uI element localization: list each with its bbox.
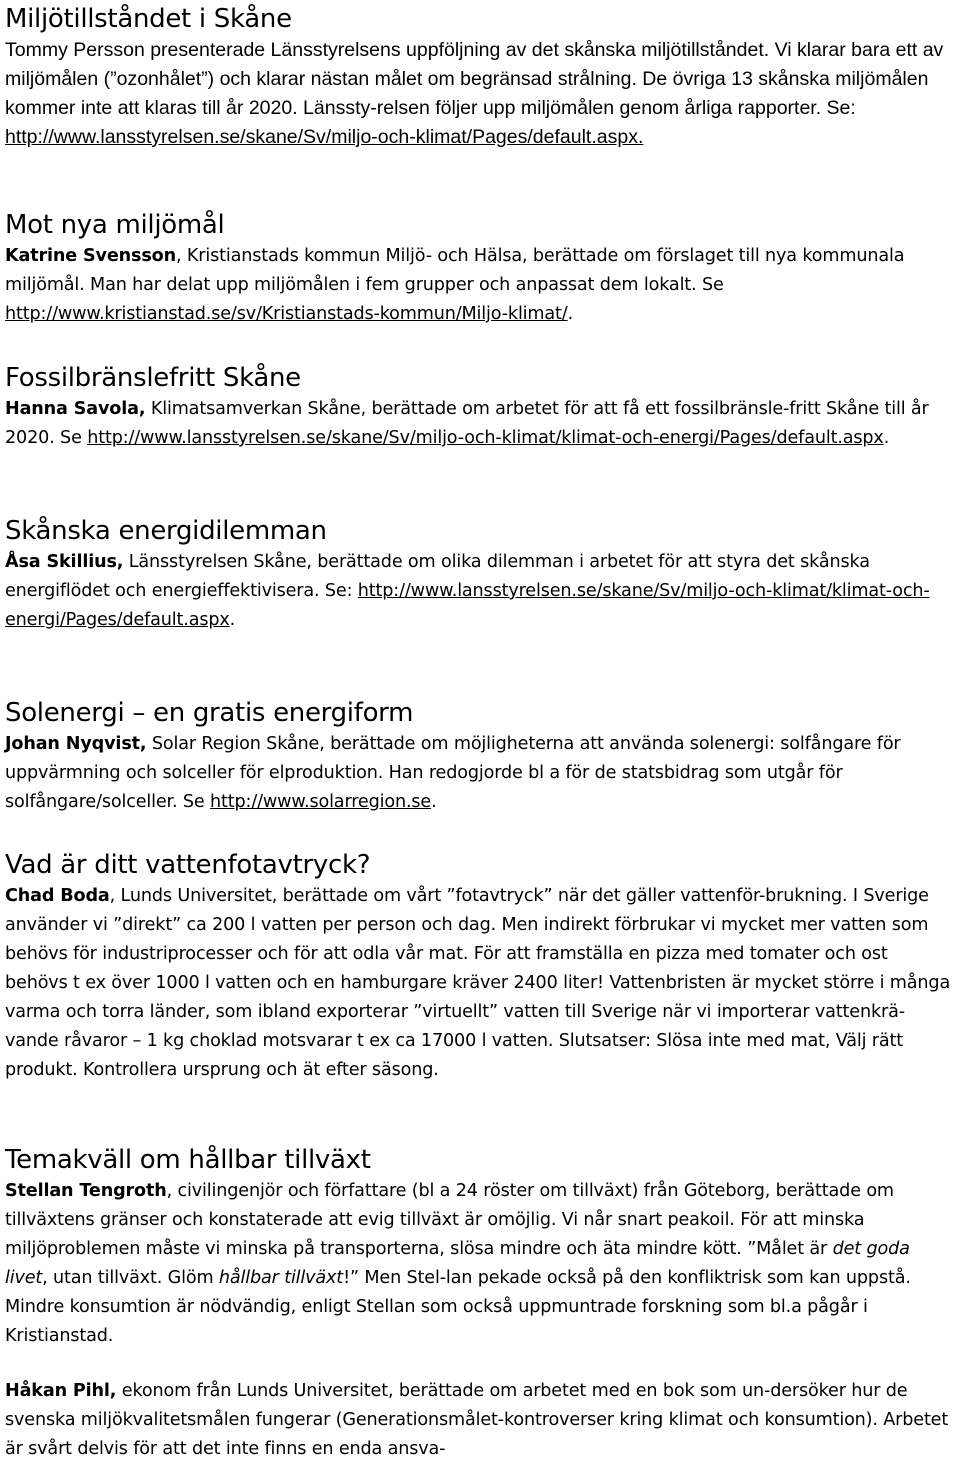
section-body: Johan Nyqvist, Solar Region Skåne, berättade om möjligheterna att använda solenergi: solfångare för uppvärmning och solceller för elproduktion. Han redogjorde bl a för de statsbidrag som utgår för solfångare/solceller. Se http://www.solarregion.se. (5, 734, 901, 812)
section-body (5, 882, 953, 1085)
reference-link[interactable]: http://www.kristianstad.se/sv/Kristianstads-kommun/Miljo-klimat/ (5, 304, 568, 324)
reference-link[interactable]: http://www.lansstyrelsen.se/skane/Sv/miljo-och-klimat/Pages/default.aspx. (5, 126, 644, 148)
speaker-name: Åsa Skillius, (5, 552, 124, 572)
section-solenergi (5, 696, 953, 817)
body-text: Solar Region Skåne, berättade om möjligheterna att använda solenergi: solfångare för uppvärmning och solceller för elproduktion. Han redogjorde bl a för de statsbidrag som utgår för solfångare/solceller. Se (5, 734, 901, 812)
body-text: , Lunds Universitet, berättade om vårt ”fotavtryck” när det gäller vattenför-brukning. I Sverige använder vi ”direkt” ca 200 l vatten per person och dag. Men indirekt förbrukar vi mycket mer vatten som behövs för industriprocesser och för att odla vår mat. För att framställa en pizza med tomater och ost behövs t ex över 1000 l vatten och en hamburgare kräver 2400 liter! Vattenbristen är mycket större i många varma och torra länder, som ibland exporterar ”virtuellt” vatten till Sverige när vi importerar vattenkrä-vande råvaror – 1 kg choklad motsvarar t ex ca 17000 l vatten. Slutsatser: Slösa inte med mat, Välj rätt produkt. Kontrollera ursprung och ät efter säsong. (5, 886, 951, 1080)
section-body (5, 1377, 953, 1464)
section-heading: Fossilbränslefritt Skåne (5, 363, 301, 393)
section-heading: Solenergi – en gratis energiform (5, 698, 414, 728)
section-body: Stellan Tengroth, civilingenjör och författare (bl a 24 röster om tillväxt) från Göteborg, berättade om tillväxtens gränser och konstaterade att evig tillväxt är omöjlig. Vi når snart peakoil. För att minska miljöproblemen måste vi minska på transporterna, slösa mindre och äta mindre kött. ”Målet är det goda livet, utan tillväxt. Glöm hållbar tillväxt!” Men Stel-lan pekade också på den konfliktrisk som kan uppstå. Mindre konsumtion är nödvändig, enligt Stellan som också uppmuntrade forskning som bl.a pågår i Kristianstad. (5, 1181, 911, 1346)
section-hallbar-tillvaxt (5, 1143, 953, 1351)
section-hakan-pihl (5, 1377, 953, 1464)
section-fossilbranslefritt (5, 361, 953, 453)
section-body: Åsa Skillius, Länsstyrelsen Skåne, berättade om olika dilemman i arbetet för att styra det skånska energiflödet och energieffektivisera. Se: http://www.lansstyrelsen.se/skane/Sv/miljo-och-klimat/klimat-och-energi/Pages/default.aspx. (5, 552, 930, 630)
body-text: , Kristianstads kommun Miljö- och Hälsa, berättade om förslaget till nya kommunala miljömål. Man har delat upp miljömålen i fem grupper och anpassat dem lokalt. Se (5, 246, 905, 295)
speaker-name: Tommy Persson (5, 39, 145, 61)
section-body (5, 36, 953, 152)
speaker-name: Katrine Svensson (5, 246, 176, 266)
section-miljotillstandet (5, 2, 953, 152)
speaker-name: Johan Nyqvist, (5, 734, 147, 754)
section-body: Katrine Svensson, Kristianstads kommun Miljö- och Hälsa, berättade om förslaget till nya kommunala miljömål. Man har delat upp miljömålen i fem grupper och anpassat dem lokalt. Se http://www.kristianstad.se/sv/Kristianstads-kommun/Miljo-klimat/. (5, 246, 905, 324)
body-text: ekonom från Lunds Universitet, berättade om arbetet med en bok som un-dersöker hur de svenska miljökvalitetsmålen fungerar (Generationsmålet-kontroverser kring klimat och konsumtion). Arbetet är svårt delvis för att det inte finns en enda ansva- (5, 1381, 949, 1459)
section-vattenfotavtryck (5, 848, 953, 1085)
speaker-name: Stellan Tengroth (5, 1181, 167, 1201)
speaker-name: Hanna Savola, (5, 399, 146, 419)
body-text: presenterade Länsstyrelsens uppföljning av det skånska miljötillståndet. Vi klarar bara ett av miljömålen (”ozonhålet”) och klarar nästan målet om begränsad strålning. De övriga 13 skånska miljömålen kommer inte att klaras till år 2020. Länssty-relsen följer upp miljömålen genom årliga rapporter. Se: (5, 39, 944, 119)
section-heading: Miljötillståndet i Skåne (5, 4, 292, 34)
section-heading: Vad är ditt vattenfotavtryck? (5, 850, 371, 880)
section-heading: Skånska energidilemman (5, 516, 327, 546)
body-text: Länsstyrelsen Skåne, berättade om olika dilemman i arbetet för att styra det skånska energiflödet och energieffektivisera. Se: (5, 552, 870, 601)
section-heading: Mot nya miljömål (5, 210, 225, 240)
reference-link[interactable]: http://www.lansstyrelsen.se/skane/Sv/miljo-och-klimat/klimat-och-energi/Pages/default.aspx (87, 428, 884, 448)
speaker-name: Håkan Pihl, (5, 1381, 117, 1401)
section-heading: Temakväll om hållbar tillväxt (5, 1145, 371, 1175)
section-mot-nya-miljomal (5, 208, 953, 329)
speaker-name: Chad Boda (5, 886, 110, 906)
body-text: , civilingenjör och författare (bl a 24 röster om tillväxt) från Göteborg, berättade om tillväxtens gränser och konstaterade att evig tillväxt är omöjlig. Vi når snart peakoil. För att minska miljöproblemen måste vi minska på transporterna, slösa mindre och äta mindre kött. ”Målet är (5, 1181, 894, 1259)
body-text: Klimatsamverkan Skåne, berättade om arbetet för att få ett fossilbränsle-fritt Skåne till år 2020. Se (5, 399, 929, 448)
section-energidilemman (5, 514, 953, 635)
reference-link[interactable]: http://www.solarregion.se (210, 792, 432, 812)
reference-link[interactable]: http://www.lansstyrelsen.se/skane/Sv/miljo-och-klimat/klimat-och-energi/Pages/default.aspx (5, 581, 930, 630)
section-body: Hanna Savola, Klimatsamverkan Skåne, berättade om arbetet för att få ett fossilbränsle-fritt Skåne till år 2020. Se http://www.lansstyrelsen.se/skane/Sv/miljo-och-klimat/klimat-och-energi/Pages/default.aspx. (5, 399, 929, 448)
